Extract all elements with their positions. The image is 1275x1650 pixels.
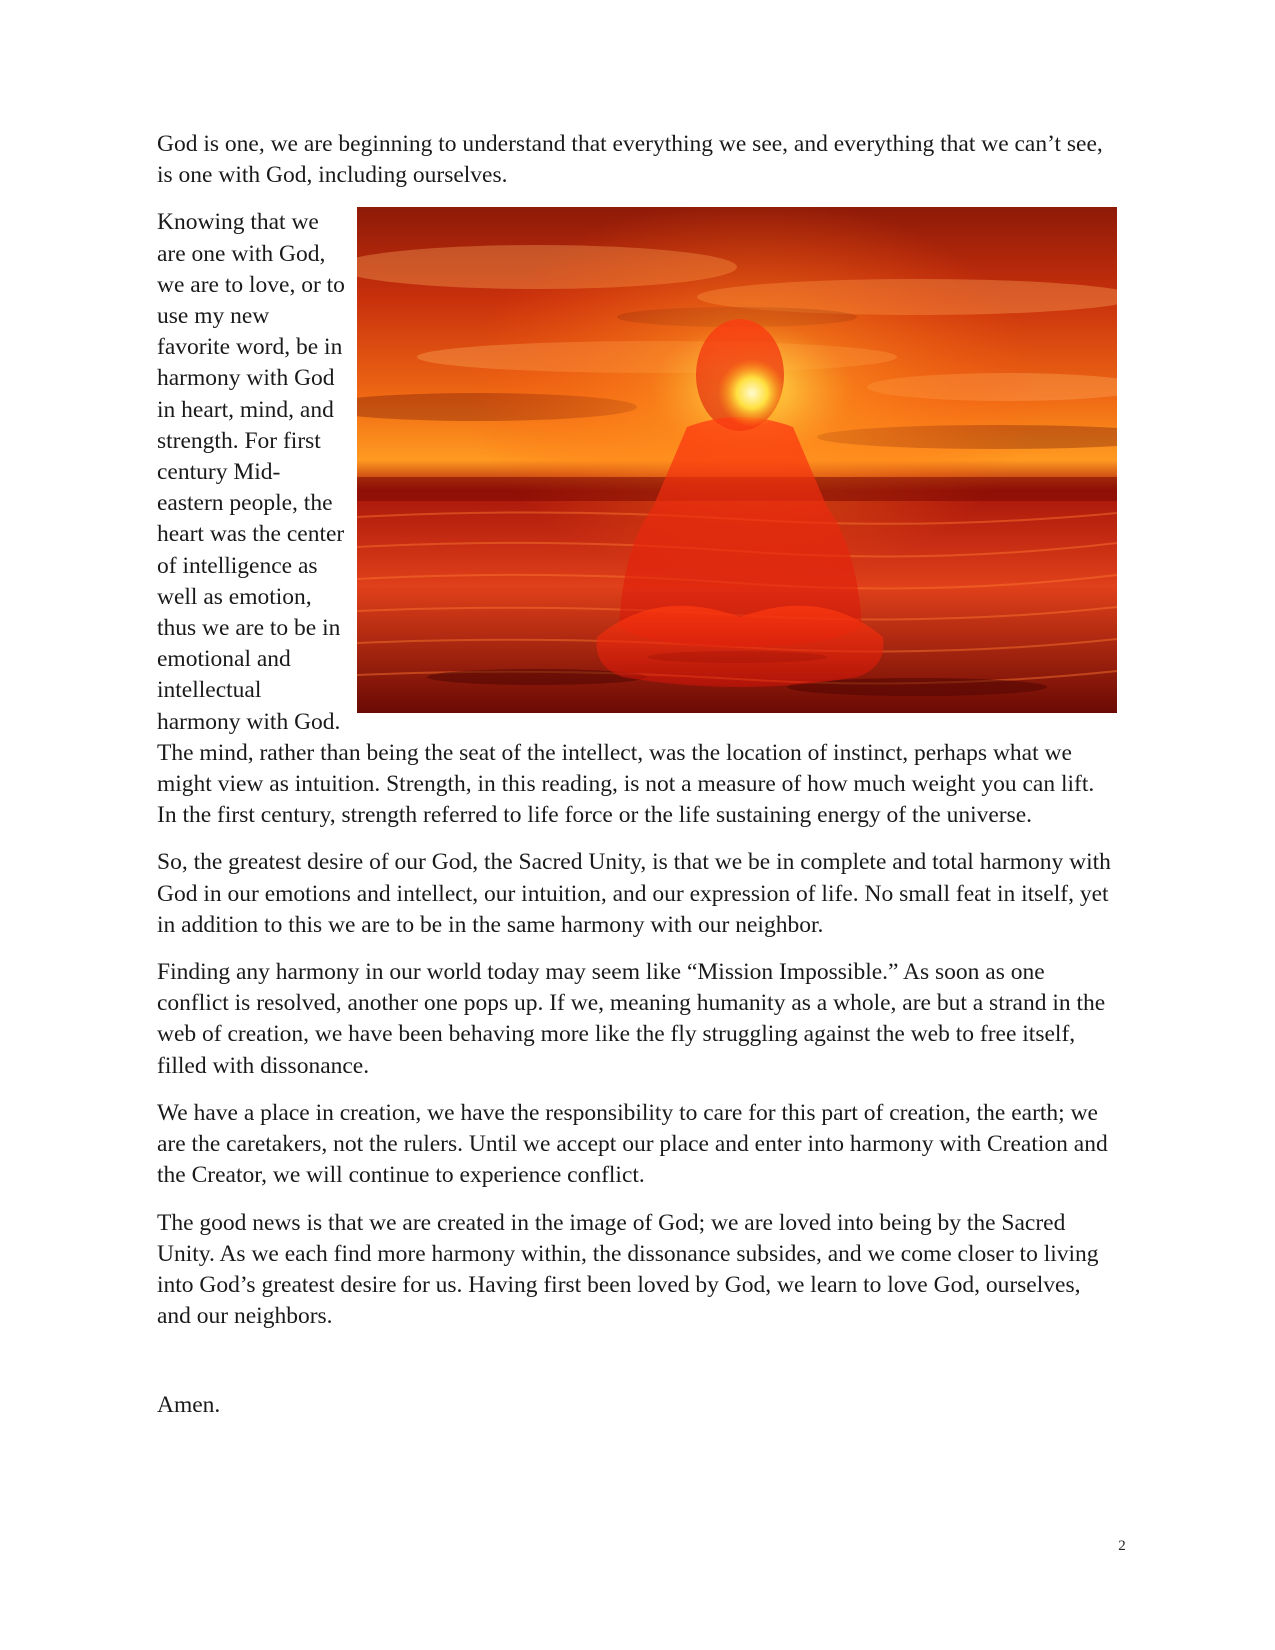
closing-amen: Amen. <box>157 1392 221 1419</box>
paragraph-2: Knowing that we are one with God, we are to love, or to use my new favorite word, be in harmony with God in heart, mind, and strength. For first century Mid-eastern people, the heart was the center of intelligence as well as emotion, thus we are to be in emotional and intellectual harmony with God. The mind, rather than being the seat of the intellect, was the location of instinct, perhaps what we might view as intuition. Strength, in this reading, is not a measure of how much weight you can lift. In the first century, strength referred to life force or the life sustaining energy of the universe. <box>157 209 1095 829</box>
paragraph-5: We have a place in creation, we have the responsibility to care for this part of creation, the earth; we are the caretakers, not the rulers. Until we accept our place and enter into harmony with Creation and the Creator, we will continue to experience conflict. <box>157 1099 1108 1189</box>
figure-meditation-sunset <box>357 207 1117 713</box>
paragraph-4: Finding any harmony in our world today may seem like “Mission Impossible.” As soon as one conflict is resolved, another one pops up. If we, meaning humanity as a whole, are but a strand in the web of creation, we have been behaving more like the fly struggling against the web to free itself, filled with dissonance. <box>157 959 1106 1079</box>
paragraph-6: The good news is that we are created in the image of God; we are loved into being by the Sacred Unity. As we each find more harmony within, the dissonance subsides, and we come closer to living into God’s greatest desire for us. Having first been loved by God, we learn to love God, ourselves, and our neighbors. <box>157 1209 1099 1330</box>
page-number: 2 <box>1118 1538 1126 1554</box>
paragraph-1: God is one, we are beginning to understand that everything we see, and everything that we can’t see, is one with God, including ourselves. <box>157 131 1103 189</box>
meditating-figure-sunset-icon <box>357 207 1117 713</box>
paragraph-3: So, the greatest desire of our God, the Sacred Unity, is that we be in complete and total harmony with God in our emotions and intellect, our intuition, and our expression of life. No small feat in itself, yet in addition to this we are to be in the same harmony with our neighbor. <box>157 849 1111 938</box>
body-text <box>157 129 1117 1438</box>
